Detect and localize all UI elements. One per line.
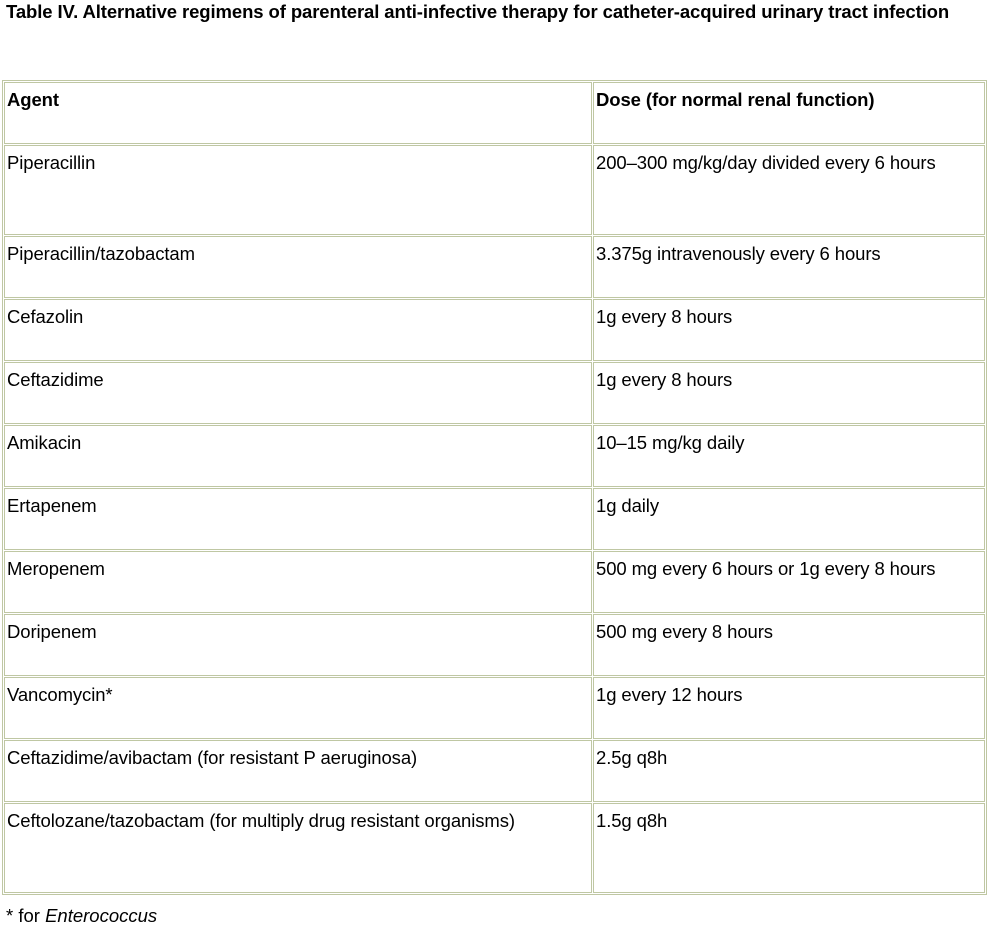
agent-cell: Doripenem <box>4 614 592 676</box>
agent-cell: Ceftazidime/avibactam (for resistant P aeruginosa) <box>4 740 592 802</box>
agent-cell: Piperacillin <box>4 145 592 235</box>
table-row <box>4 614 985 676</box>
agent-cell: Meropenem <box>4 551 592 613</box>
table-row <box>4 425 985 487</box>
table-row <box>4 551 985 613</box>
dose-cell: 500 mg every 6 hours or 1g every 8 hours <box>593 551 985 613</box>
regimen-table <box>2 80 987 895</box>
agent-cell: Cefazolin <box>4 299 592 361</box>
table-row <box>4 740 985 802</box>
dose-cell: 1g every 12 hours <box>593 677 985 739</box>
table-header-row <box>4 82 985 144</box>
agent-cell: Ceftolozane/tazobactam (for multiply drug resistant organisms) <box>4 803 592 893</box>
table-row <box>4 677 985 739</box>
table-row <box>4 236 985 298</box>
table-footnote <box>6 903 157 929</box>
dose-cell: 3.375g intravenously every 6 hours <box>593 236 985 298</box>
table-row <box>4 145 985 235</box>
agent-cell: Piperacillin/tazobactam <box>4 236 592 298</box>
agent-cell: Vancomycin* <box>4 677 592 739</box>
table-row <box>4 299 985 361</box>
dose-cell: 500 mg every 8 hours <box>593 614 985 676</box>
column-header-dose: Dose (for normal renal function) <box>593 82 985 144</box>
table-row <box>4 488 985 550</box>
dose-cell: 1g every 8 hours <box>593 362 985 424</box>
footnote-marker: * for <box>6 905 46 926</box>
agent-cell: Ceftazidime <box>4 362 592 424</box>
column-header-agent: Agent <box>4 82 592 144</box>
footnote-organism: Enterococcus <box>45 905 158 926</box>
agent-cell: Amikacin <box>4 425 592 487</box>
dose-cell: 1g every 8 hours <box>593 299 985 361</box>
table-row <box>4 362 985 424</box>
dose-cell: 2.5g q8h <box>593 740 985 802</box>
dose-cell: 200–300 mg/kg/day divided every 6 hours <box>593 145 985 235</box>
table-row <box>4 803 985 893</box>
agent-cell: Ertapenem <box>4 488 592 550</box>
table-title: Table IV. Alternative regimens of parenteral anti-infective therapy for catheter-acquired urinary tract infection <box>6 1 950 22</box>
dose-cell: 10–15 mg/kg daily <box>593 425 985 487</box>
dose-cell: 1.5g q8h <box>593 803 985 893</box>
dose-cell: 1g daily <box>593 488 985 550</box>
